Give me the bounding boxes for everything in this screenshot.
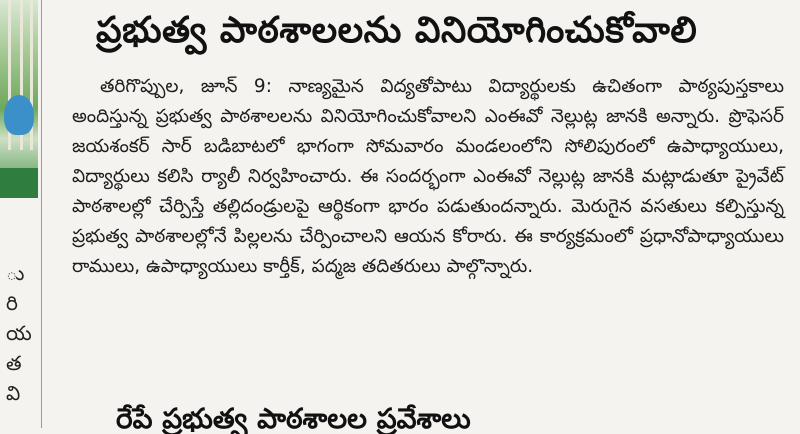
adjacent-column-text (6, 258, 36, 408)
adjacent-glyph: రి (6, 291, 18, 315)
adjacent-glyph: య (6, 321, 32, 345)
adjacent-glyph: వి (6, 381, 21, 405)
adjacent-column (0, 0, 40, 428)
next-article-headline: రేపే ప్రభుత్వ పాఠశాలల ప్రవేశాలు (116, 404, 471, 434)
column-divider (41, 0, 42, 428)
adjacent-glyph: త (6, 351, 22, 375)
article-paragraph: తరిగొప్పుల, జూన్ 9: నాణ్యమైన విద్యతోపాటు విద్యార్థులకు ఉచితంగా పాఠ్యపుస్తకాలు అందిస్తున్న ప్రభుత్వ పాఠశాలలను వినియోగించుకోవాలని ఎంఈవో నెల్లుట్ల జానకి అన్నారు. ప్రొఫెసర్ జయశంకర్ సార్ బడిబాటలో భాగంగా సోమవారం మండలంలోని సోలిపురంలో ఉపాధ్యాయులు, విద్యార్థులు కలిసి ర్యాలీ నిర్వహించారు. ఈ సందర్భంగా ఎంఈవో నెల్లుట్ల జానకి మట్లాడుతూ ప్రైవేట్ పాఠశాలల్లో చేర్పిస్తే తల్లిదండ్రులపై ఆర్థికంగా భారం పడుతుందన్నారు. మెరుగైన వసతులు కల్పిస్తున్న ప్రభుత్వ పాఠశాలల్లోనే పిల్లలను చేర్పించాలని ఆయన కోరారు. ఈ కార్యక్రమంలో ప్రధానోపాధ్యాయులు రాములు, ఉపాధ్యాయులు కార్తీక్, పద్మజ తదితరులు పాల్గొన్నారు. (72, 76, 784, 277)
adjacent-glyph: ు (6, 261, 25, 285)
article-headline: ప్రభుత్వ పాఠశాలలను వినియోగించుకోవాలి (96, 10, 698, 51)
adjacent-photo (0, 0, 38, 198)
article-body (72, 72, 784, 402)
